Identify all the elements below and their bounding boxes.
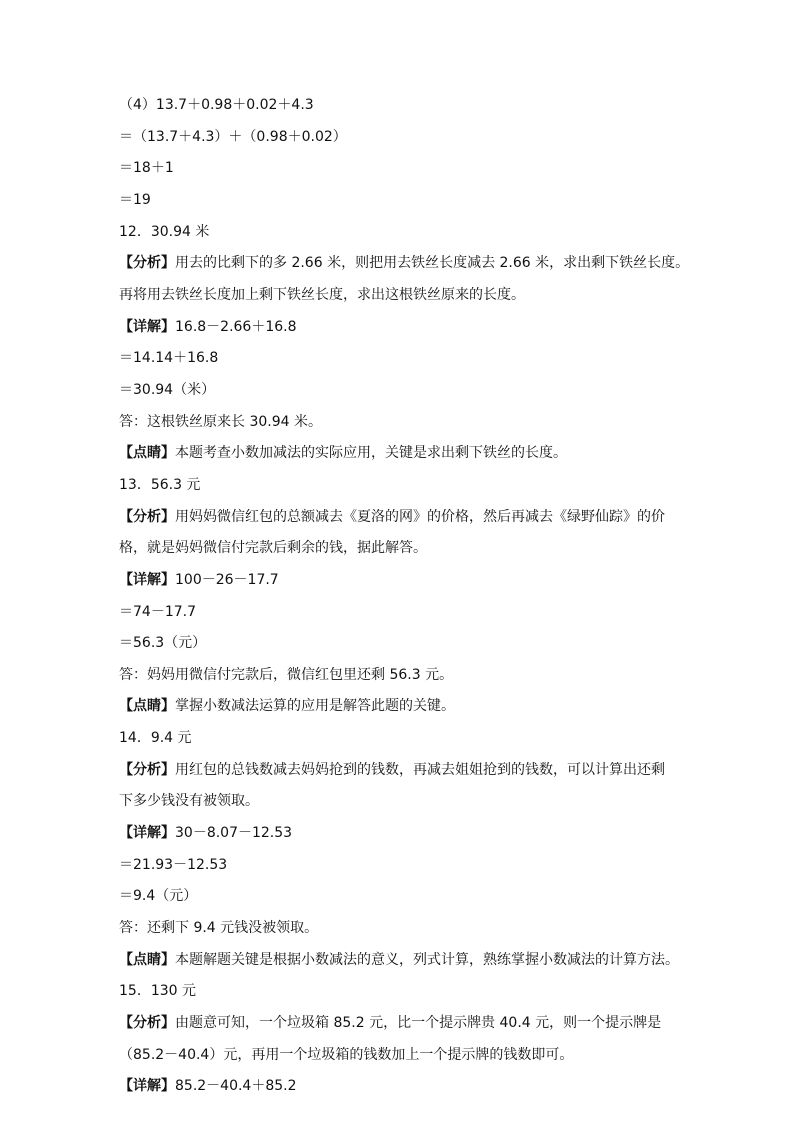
text-line: [119, 223, 699, 241]
text-line: [119, 666, 699, 684]
line-text: 答：还剩下 9.4 元钱没被领取。: [119, 920, 319, 937]
text-line: [119, 824, 699, 842]
line-tag: 【分析】: [119, 508, 175, 525]
text-line: [119, 476, 699, 494]
line-text: ＝30.94（米）: [119, 381, 216, 398]
text-line: [119, 729, 699, 747]
text-line: [119, 444, 699, 462]
line-tag: 【点睛】: [119, 951, 175, 968]
line-text: 用妈妈微信红包的总额减去《夏洛的网》的价格，然后再减去《绿野仙踪》的价: [175, 508, 665, 525]
text-line: [119, 413, 699, 431]
line-text: 用去的比剩下的多 2.66 米，则把用去铁丝长度减去 2.66 米，求出剩下铁丝长度。: [175, 255, 690, 272]
line-tag: 【分析】: [119, 1015, 175, 1032]
line-text: 16.8－2.66＋16.8: [175, 318, 297, 335]
text-line: [119, 1077, 699, 1095]
line-tag: 【点睛】: [119, 698, 175, 715]
text-line: [119, 982, 699, 1000]
line-text: ＝21.93－12.53: [119, 856, 228, 873]
text-line: [119, 286, 699, 304]
line-text: 13．56.3 元: [119, 476, 201, 493]
text-line: [119, 96, 699, 114]
text-line: [119, 919, 699, 937]
text-line: [119, 634, 699, 652]
line-text: 下多少钱没有被领取。: [119, 793, 259, 810]
line-text: 用红包的总钱数减去妈妈抢到的钱数，再减去姐姐抢到的钱数，可以计算出还剩: [175, 761, 665, 778]
line-text: ＝18＋1: [119, 160, 174, 177]
line-text: （85.2－40.4）元，再用一个垃圾箱的钱数加上一个提示牌的钱数即可。: [119, 1046, 574, 1063]
line-tag: 【分析】: [119, 761, 175, 778]
text-line: [119, 951, 699, 969]
line-text: 掌握小数减法运算的应用是解答此题的关键。: [175, 698, 455, 715]
line-text: 15．130 元: [119, 983, 196, 1000]
text-line: [119, 697, 699, 715]
text-line: [119, 1046, 699, 1064]
line-text: 85.2－40.4＋85.2: [175, 1078, 297, 1095]
line-tag: 【分析】: [119, 255, 175, 272]
line-text: 再将用去铁丝长度加上剩下铁丝长度，求出这根铁丝原来的长度。: [119, 286, 525, 303]
text-line: [119, 508, 699, 526]
text-line: [119, 381, 699, 399]
line-text: 12．30.94 米: [119, 223, 210, 240]
line-text: ＝56.3（元）: [119, 635, 207, 652]
text-line: [119, 792, 699, 810]
line-text: ＝19: [119, 191, 151, 208]
text-line: [119, 318, 699, 336]
line-text: 100－26－17.7: [175, 571, 279, 588]
document-body: [119, 96, 699, 1109]
text-line: [119, 571, 699, 589]
text-line: [119, 191, 699, 209]
text-line: [119, 856, 699, 874]
text-line: [119, 761, 699, 779]
text-line: [119, 603, 699, 621]
line-text: 答：妈妈用微信付完款后，微信红包里还剩 56.3 元。: [119, 666, 454, 683]
text-line: [119, 349, 699, 367]
line-text: （4）13.7＋0.98＋0.02＋4.3: [119, 97, 314, 113]
text-line: [119, 128, 699, 146]
line-tag: 【详解】: [119, 1078, 175, 1095]
text-line: [119, 159, 699, 177]
line-text: ＝14.14＋16.8: [119, 350, 219, 367]
text-line: [119, 539, 699, 557]
text-line: [119, 1014, 699, 1032]
line-text: ＝9.4（元）: [119, 888, 198, 905]
line-tag: 【详解】: [119, 571, 175, 588]
text-line: [119, 254, 699, 272]
line-text: 14．9.4 元: [119, 730, 192, 747]
line-text: ＝（13.7＋4.3）＋（0.98＋0.02）: [119, 128, 347, 145]
line-tag: 【详解】: [119, 318, 175, 335]
line-text: ＝74－17.7: [119, 603, 196, 620]
text-line: [119, 887, 699, 905]
line-text: 本题解题关键是根据小数减法的意义，列式计算，熟练掌握小数减法的计算方法。: [175, 951, 679, 968]
line-text: 30－8.07－12.53: [175, 825, 293, 842]
line-tag: 【详解】: [119, 825, 175, 842]
line-text: 由题意可知，一个垃圾箱 85.2 元，比一个提示牌贵 40.4 元，则一个提示牌是: [175, 1015, 662, 1032]
line-text: 格，就是妈妈微信付完款后剩余的钱，据此解答。: [119, 540, 427, 557]
line-text: 答：这根铁丝原来长 30.94 米。: [119, 413, 322, 430]
line-tag: 【点睛】: [119, 445, 175, 462]
line-text: 本题考查小数加减法的实际应用，关键是求出剩下铁丝的长度。: [175, 445, 567, 462]
